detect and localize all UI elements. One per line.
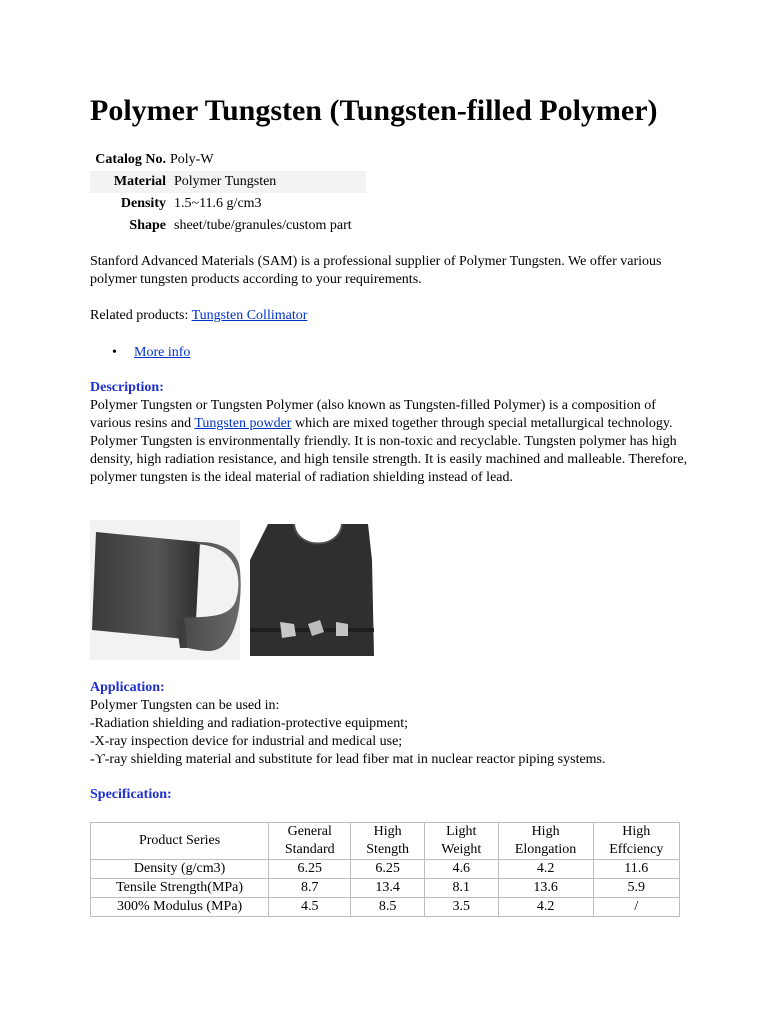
table-row [91,879,680,898]
description-text [90,397,690,487]
spec-value: Polymer Tungsten [170,171,366,193]
shielding-vest-image [246,520,376,660]
table-header-cell: General Standard [269,823,351,860]
spec-row-density [90,193,366,215]
application-line: -Radiation shielding and radiation-protective equipment; [90,716,409,731]
table-cell: 3.5 [424,898,498,917]
related-products [90,307,690,325]
spec-value: Poly-W [170,152,214,167]
table-header-cell: High Effciency [593,823,679,860]
table-cell: Density (g/cm3) [91,860,269,879]
specification-table [90,822,680,917]
table-header-cell: High Stength [351,823,425,860]
application-line: Polymer Tungsten can be used in: [90,698,280,713]
product-photos [90,520,376,660]
description-text-part: Polymer Tungsten or Tungsten Polymer (also known as Tungsten-filled Polymer) is a composition of various resins and [90,398,656,431]
table-cell: 8.7 [269,879,351,898]
table-cell: 6.25 [269,860,351,879]
table-cell: 5.9 [593,879,679,898]
spec-key: Shape [129,218,166,233]
table-cell: 6.25 [351,860,425,879]
table-header-cell: High Elongation [498,823,593,860]
intro-paragraph: Stanford Advanced Materials (SAM) is a professional supplier of Polymer Tungsten. We offer various polymer tungsten products according to your requirements. [90,254,662,287]
table-cell: 4.2 [498,860,593,879]
product-image [90,520,376,660]
description-section [90,379,690,487]
table-cell: Tensile Strength(MPa) [91,879,269,898]
table-row [91,860,680,879]
table-cell: 8.5 [351,898,425,917]
tungsten-powder-link[interactable]: Tungsten powder [194,416,292,431]
table-cell: 8.1 [424,879,498,898]
spec-key: Material [90,171,170,193]
table-header-row [91,823,680,860]
table-header-cell: Product Series [91,823,269,860]
table-cell: 11.6 [593,860,679,879]
table-cell: 13.6 [498,879,593,898]
spec-list [90,149,366,237]
spec-value: sheet/tube/granules/custom part [174,218,352,233]
bullet-icon: • [112,345,117,360]
application-section [90,679,690,769]
more-info-link[interactable]: More info [134,345,191,360]
table-cell: 4.6 [424,860,498,879]
spec-key: Catalog No. [95,152,166,167]
specification-heading: Specification: [90,787,172,802]
spec-row-catalog [90,149,366,171]
table-cell: 13.4 [351,879,425,898]
spec-key: Density [120,196,166,211]
spec-value: 1.5~11.6 g/cm3 [174,196,262,211]
polymer-sheet-image [90,520,241,660]
related-label: Related products: [90,308,192,323]
table-cell: 4.5 [269,898,351,917]
table-row [91,898,680,917]
table-cell: 4.2 [498,898,593,917]
description-text-part: which are mixed together through special metallurgical technology. Polymer Tungsten is environmentally friendly. It is non-toxic and recyclable. Tungsten polymer has high density, high radiation resistance, and high tensile strength. It is easily machined and malleable. Therefore, polymer tungsten is the ideal material of radiation shielding instead of lead. [90,416,688,485]
description-heading: Description: [90,380,164,395]
tungsten-collimator-link[interactable]: Tungsten Collimator [191,308,308,323]
more-info-item [112,344,190,362]
application-line: -ϒ-ray shielding material and substitute for lead fiber mat in nuclear reactor piping systems. [90,752,606,767]
table-header-cell: Light Weight [424,823,498,860]
page-title: Polymer Tungsten (Tungsten-filled Polymer) [90,94,658,127]
spec-row-shape [90,215,366,237]
table-cell: 300% Modulus (MPa) [91,898,269,917]
application-heading: Application: [90,680,165,695]
spec-row-material [90,171,366,193]
application-line: -X-ray inspection device for industrial and medical use; [90,734,403,749]
table-cell: / [593,898,679,917]
